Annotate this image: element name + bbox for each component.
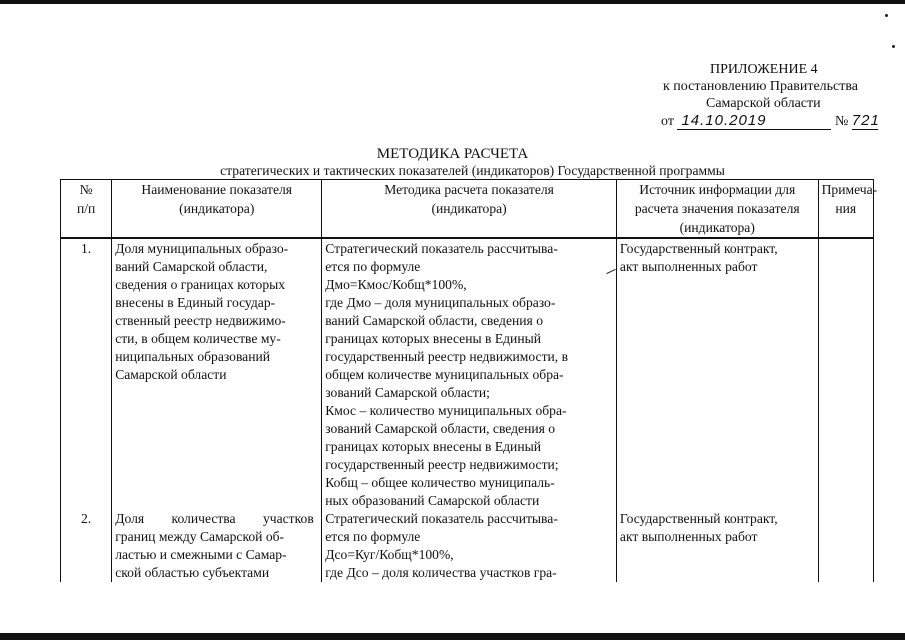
scan-speck [885, 14, 888, 17]
appendix-date-line [661, 112, 878, 130]
cell-line: ской областью субъектами [115, 565, 270, 580]
header-text: Методика расчета показателя [384, 182, 554, 197]
indicator-name-cell [112, 238, 322, 510]
table-row [61, 510, 874, 582]
date-prefix: от [661, 114, 674, 129]
cell-line: где Дсо – доля количества участков гра- [325, 565, 557, 580]
handwritten-number: 721 [851, 112, 880, 129]
cell-line: сти, в общем количестве му- [115, 331, 281, 346]
cell-line: Государственный контракт, [619, 241, 778, 256]
method-cell [322, 510, 617, 582]
appendix-region-line: Самарской области [706, 96, 821, 111]
method-cell [322, 238, 617, 510]
header-method [322, 180, 617, 239]
note-cell [818, 510, 873, 582]
cell-line: ниципальных образований [115, 349, 271, 364]
document-subtitle: стратегических и тактических показателей (индикаторов) Государственной программы [220, 163, 725, 178]
scan-top-border [0, 0, 905, 4]
cell-line: Государственный контракт, [619, 511, 778, 526]
cell-line: Стратегический показатель рассчитыва- [325, 511, 558, 526]
header-num [61, 180, 112, 239]
cell-line: ваний Самарской области, [115, 259, 268, 274]
cell-line: общем количестве муниципальных обра- [325, 367, 564, 382]
number-prefix: № [834, 114, 849, 129]
cell-line: границах которых внесены в Единый [325, 439, 542, 454]
appendix-title: ПРИЛОЖЕНИЕ 4 [710, 62, 818, 77]
header-text: п/п [76, 201, 96, 216]
handwritten-date: 14.10.2019 [677, 112, 831, 130]
cell-line: ется по формуле [325, 529, 421, 544]
formula: Дсо=Куг/Кобщ*100%, [325, 547, 454, 562]
cell-line: Кмос – количество муниципальных обра- [325, 403, 567, 418]
indicator-name-cell [112, 510, 322, 582]
header-text: (индикатора) [179, 201, 255, 216]
row-number: 1. [61, 238, 112, 510]
cell-line: зований Самарской области; [325, 385, 490, 400]
cell-line: акт выполненных работ [619, 259, 758, 274]
cell-line: Стратегический показатель рассчитыва- [325, 241, 558, 256]
header-text: ния [835, 201, 857, 216]
header-text: Примеча- [821, 182, 878, 197]
scan-bottom-border [0, 633, 905, 640]
header-text: № [79, 182, 93, 197]
cell-line: ственный реестр недвижимо- [115, 313, 286, 328]
header-text: Наименование показателя [141, 182, 293, 197]
header-text: расчета значения показателя [634, 201, 800, 216]
cell-line: ется по формуле [325, 259, 421, 274]
header-text: (индикатора) [679, 220, 755, 235]
note-cell [818, 238, 873, 510]
appendix-decree-line: к постановлению Правительства [663, 79, 859, 94]
table-row [61, 238, 874, 510]
document-title: МЕТОДИКА РАСЧЕТА [376, 146, 529, 162]
cell-line: акт выполненных работ [619, 529, 758, 544]
cell-line: ластью и смежными с Самар- [115, 547, 287, 562]
cell-line: внесены в Единый государ- [115, 295, 276, 310]
header-source [616, 180, 818, 239]
cell-line: Доля муниципальных образо- [115, 241, 289, 256]
cell-line: Кобщ – общее количество муниципаль- [325, 475, 555, 490]
cell-line: государственный реестр недвижимости; [325, 457, 559, 472]
methodology-table [60, 179, 878, 582]
source-cell [616, 238, 818, 510]
cell-line: где Дмо – доля муниципальных образо- [325, 295, 556, 310]
cell-line: государственный реестр недвижимости, в [325, 349, 568, 364]
table-header-row [61, 180, 874, 239]
scan-speck [892, 45, 895, 48]
cell-line: ных образований Самарской области [325, 493, 540, 508]
source-cell [616, 510, 818, 582]
header-text: (индикатора) [431, 201, 507, 216]
cell-line: сведения о границах которых [115, 277, 286, 292]
formula: Дмо=Кмос/Кобщ*100%, [325, 277, 467, 292]
cell-line: границах которых внесены в Единый [325, 331, 542, 346]
header-note [818, 180, 878, 239]
cell-line: зований Самарской области, сведения о [325, 421, 556, 436]
header-text: Источник информации для [639, 182, 796, 197]
row-number: 2. [61, 510, 112, 582]
cell-line: Самарской области [115, 367, 227, 382]
header-name [112, 180, 322, 239]
cell-line: Доля количества участков [115, 511, 314, 526]
cell-line: ваний Самарской области, сведения о [325, 313, 543, 328]
cell-line: границ между Самарской об- [115, 529, 285, 544]
